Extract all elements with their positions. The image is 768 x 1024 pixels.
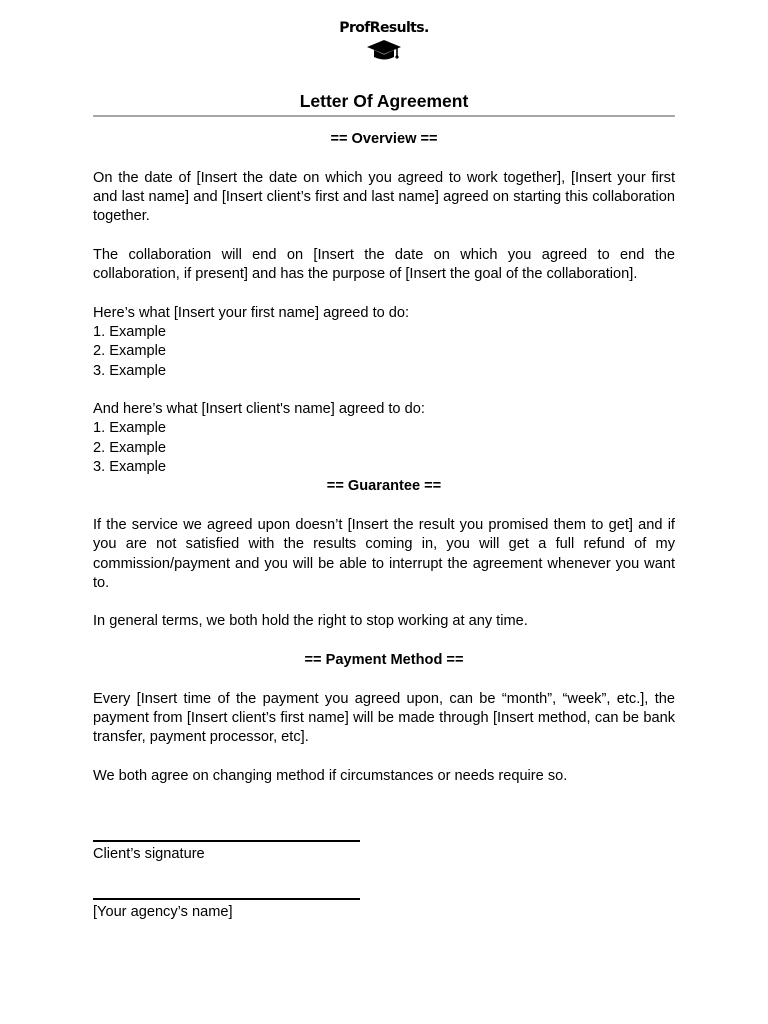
agency-signature-label: [Your agency’s name]	[93, 904, 233, 920]
list-item: 1. Example	[93, 420, 167, 437]
brand-name: ProfResults.	[339, 20, 429, 36]
list-item: 2. Example	[93, 343, 167, 360]
signature-line	[93, 840, 360, 842]
guarantee-paragraph-2: In general terms, we both hold the right to stop working at any time.	[93, 613, 528, 630]
guarantee-paragraph-1: If the service we agreed upon doesn’t [Insert the result you promised them to get] and if you are not satisfied with the results coming in, you will get a full refund of my commission/payment and you will be able to interrupt the agreement whenever you want to.	[93, 516, 675, 591]
payment-heading: == Payment Method ==	[304, 652, 464, 669]
overview-paragraph-1: On the date of [Insert the date on which you agreed to work together], [Insert your first and last name] and [Insert client’s first and last name] agreed on starting this collaboration together.	[93, 169, 675, 225]
list-item: 2. Example	[93, 439, 167, 456]
brand-logo	[0, 18, 768, 63]
payment-paragraph-2: We both agree on changing method if circumstances or needs require so.	[93, 767, 568, 784]
client-tasks-intro: And here’s what [Insert client's name] agreed to do:	[93, 401, 425, 418]
document-body	[93, 130, 675, 786]
title-divider	[93, 115, 675, 117]
list-item: 3. Example	[93, 459, 167, 476]
client-signature-block	[93, 840, 360, 864]
document-title: Letter Of Agreement	[299, 91, 469, 111]
list-item: 1. Example	[93, 323, 167, 340]
graduation-cap-icon	[366, 39, 402, 63]
your-tasks-intro: Here’s what [Insert your first name] agreed to do:	[93, 304, 410, 321]
list-item: 3. Example	[93, 362, 167, 379]
signature-line	[93, 898, 360, 900]
client-signature-label: Client’s signature	[93, 846, 205, 862]
overview-paragraph-2: The collaboration will end on [Insert the date on which you agreed to end the collaboration, if present] and has the purpose of [Insert the goal of the collaboration].	[93, 246, 675, 283]
guarantee-heading: == Guarantee ==	[326, 478, 442, 495]
overview-heading: == Overview ==	[330, 131, 438, 147]
agency-signature-block	[93, 898, 360, 922]
payment-paragraph-1: Every [Insert time of the payment you agreed upon, can be “month”, “week”, etc.], the payment from [Insert client’s first name] will be made through [Insert method, can be bank transfer, payment processor, etc].	[93, 690, 675, 746]
